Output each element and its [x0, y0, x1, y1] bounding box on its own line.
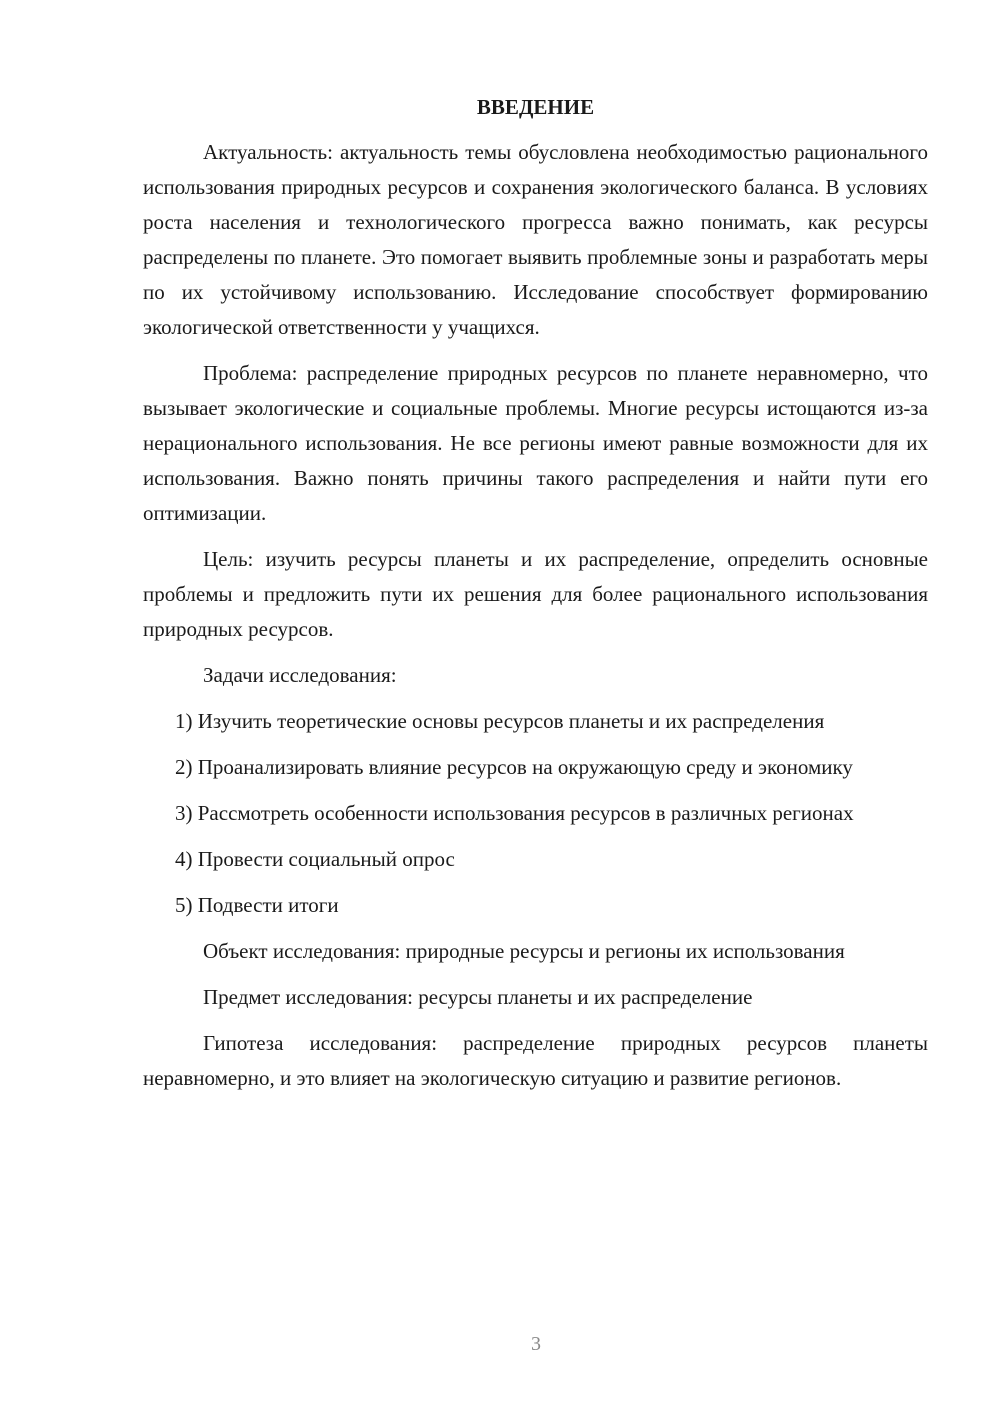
relevance-paragraph: Актуальность: актуальность темы обусловлена необходимостью рационального использования природных ресурсов и сохранения экологического баланса. В условиях роста населения и технологического прогресса важно понимать, как ресурсы распределены по планете. Это помогает выявить проблемные зоны и разработать меры по их устойчивому использованию. Исследование способствует формированию экологической ответственности у учащихся. [143, 140, 928, 339]
task-item-3: 3) Рассмотреть особенности использования ресурсов в различных регионах [175, 801, 854, 825]
tasks-heading: Задачи исследования: [203, 663, 397, 687]
hypothesis-paragraph: Гипотеза исследования: распределение природных ресурсов планеты неравномерно, и это влияет на экологическую ситуацию и развитие регионов. [143, 1031, 928, 1090]
object-paragraph: Объект исследования: природные ресурсы и регионы их использования [203, 939, 845, 963]
task-item-4: 4) Провести социальный опрос [175, 847, 455, 871]
page-number: 3 [531, 1333, 541, 1355]
task-item-2: 2) Проанализировать влияние ресурсов на окружающую среду и экономику [175, 755, 853, 779]
document-body [143, 90, 928, 1107]
section-title: ВВЕДЕНИЕ [476, 95, 595, 119]
task-item-5: 5) Подвести итоги [175, 893, 339, 917]
problem-paragraph: Проблема: распределение природных ресурсов по планете неравномерно, что вызывает экологические и социальные проблемы. Многие ресурсы истощаются из-за нерационального использования. Не все регионы имеют равные возможности для их использования. Важно понять причины такого распределения и найти пути его оптимизации. [143, 361, 928, 525]
task-item-1: 1) Изучить теоретические основы ресурсов планеты и их распределения [175, 709, 825, 733]
goal-paragraph: Цель: изучить ресурсы планеты и их распределение, определить основные проблемы и предложить пути их решения для более рационального использования природных ресурсов. [143, 547, 928, 641]
subject-paragraph: Предмет исследования: ресурсы планеты и их распределение [203, 985, 753, 1009]
